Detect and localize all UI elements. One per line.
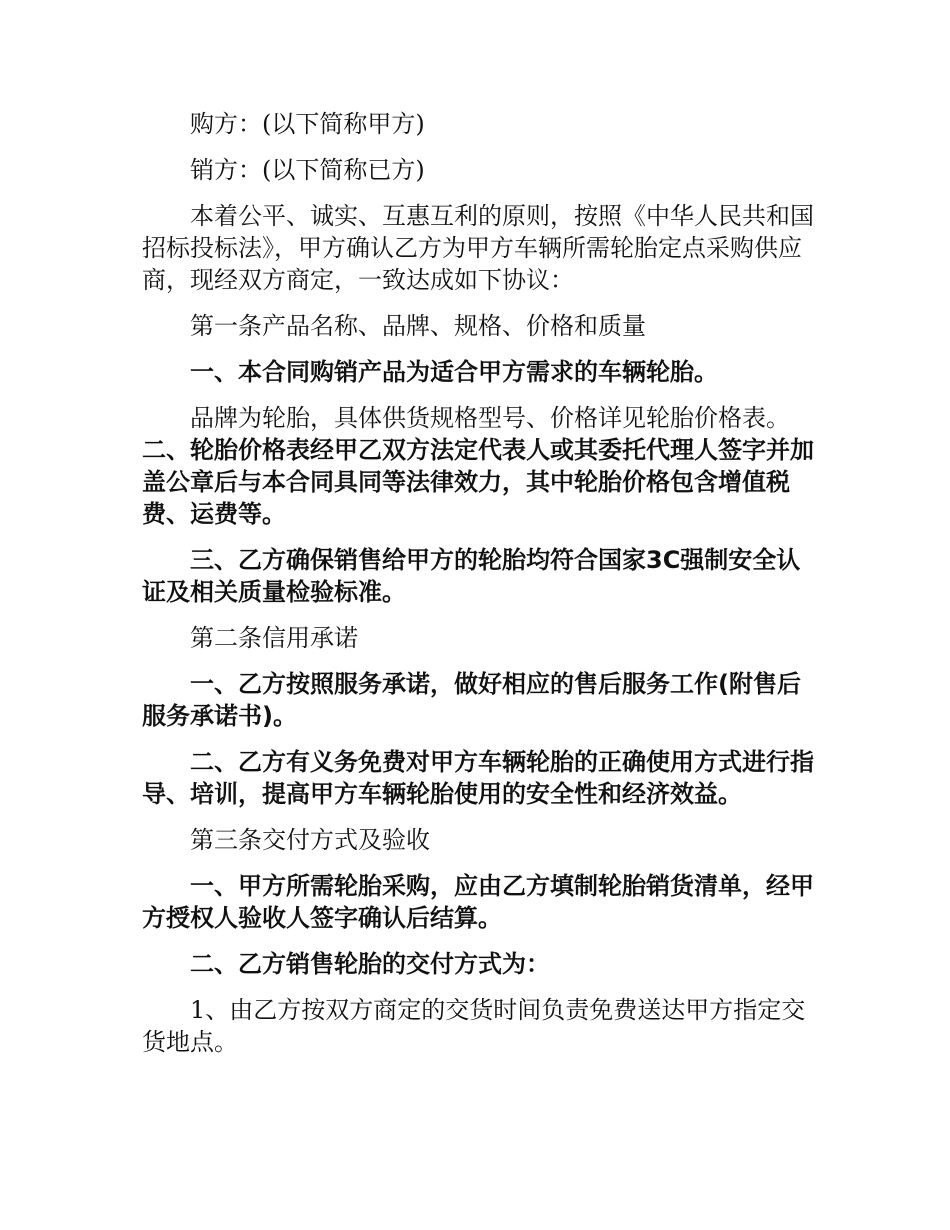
paragraph-article-3-item-1: 一、甲方所需轮胎采购，应由乙方填制轮胎销货清单，经甲方授权人验收人签字确认后结算。 [142,872,814,932]
heading-article-1: 第一条产品名称、品牌、规格、价格和质量 [190,312,646,340]
paragraph-buyer: 购方：(以下简称甲方) [190,110,425,138]
paragraph-article-2-item-2: 二、乙方有义务免费对甲方车辆轮胎的正确使用方式进行指导、培训，提高甲方车辆轮胎使用的安全性和经济效益。 [142,748,814,808]
heading-article-2: 第二条信用承诺 [190,624,358,652]
paragraph-article-1-item-2: 二、轮胎价格表经甲乙双方法定代表人或其委托代理人签字并加盖公章后与本合同具同等法律效力，其中轮胎价格包含增值税费、运费等。 [142,436,814,528]
paragraph-preamble: 本着公平、诚实、互惠互利的原则，按照《中华人民共和国招标投标法》，甲方确认乙方为甲方车辆所需轮胎定点采购供应商，现经双方商定，一致达成如下协议： [142,202,814,294]
paragraph-article-2-item-1: 一、乙方按照服务承诺，做好相应的售后服务工作(附售后服务承诺书)。 [142,670,801,730]
paragraph-article-1-item-1: 一、本合同购销产品为适合甲方需求的车辆轮胎。 [190,358,718,386]
paragraph-brand: 品牌为轮胎，具体供货规格型号、价格详见轮胎价格表。 [190,404,790,432]
paragraph-article-3-item-2: 二、乙方销售轮胎的交付方式为： [190,950,550,978]
paragraph-article-1-item-3: 三、乙方确保销售给甲方的轮胎均符合国家3C强制安全认证及相关质量检验标准。 [142,546,801,606]
paragraph-seller: 销方：(以下简称已方) [190,156,425,184]
heading-article-3: 第三条交付方式及验收 [190,826,430,854]
paragraph-delivery-method-1: 1、由乙方按双方商定的交货时间负责免费送达甲方指定交货地点。 [142,996,806,1056]
document-body [142,108,814,1072]
